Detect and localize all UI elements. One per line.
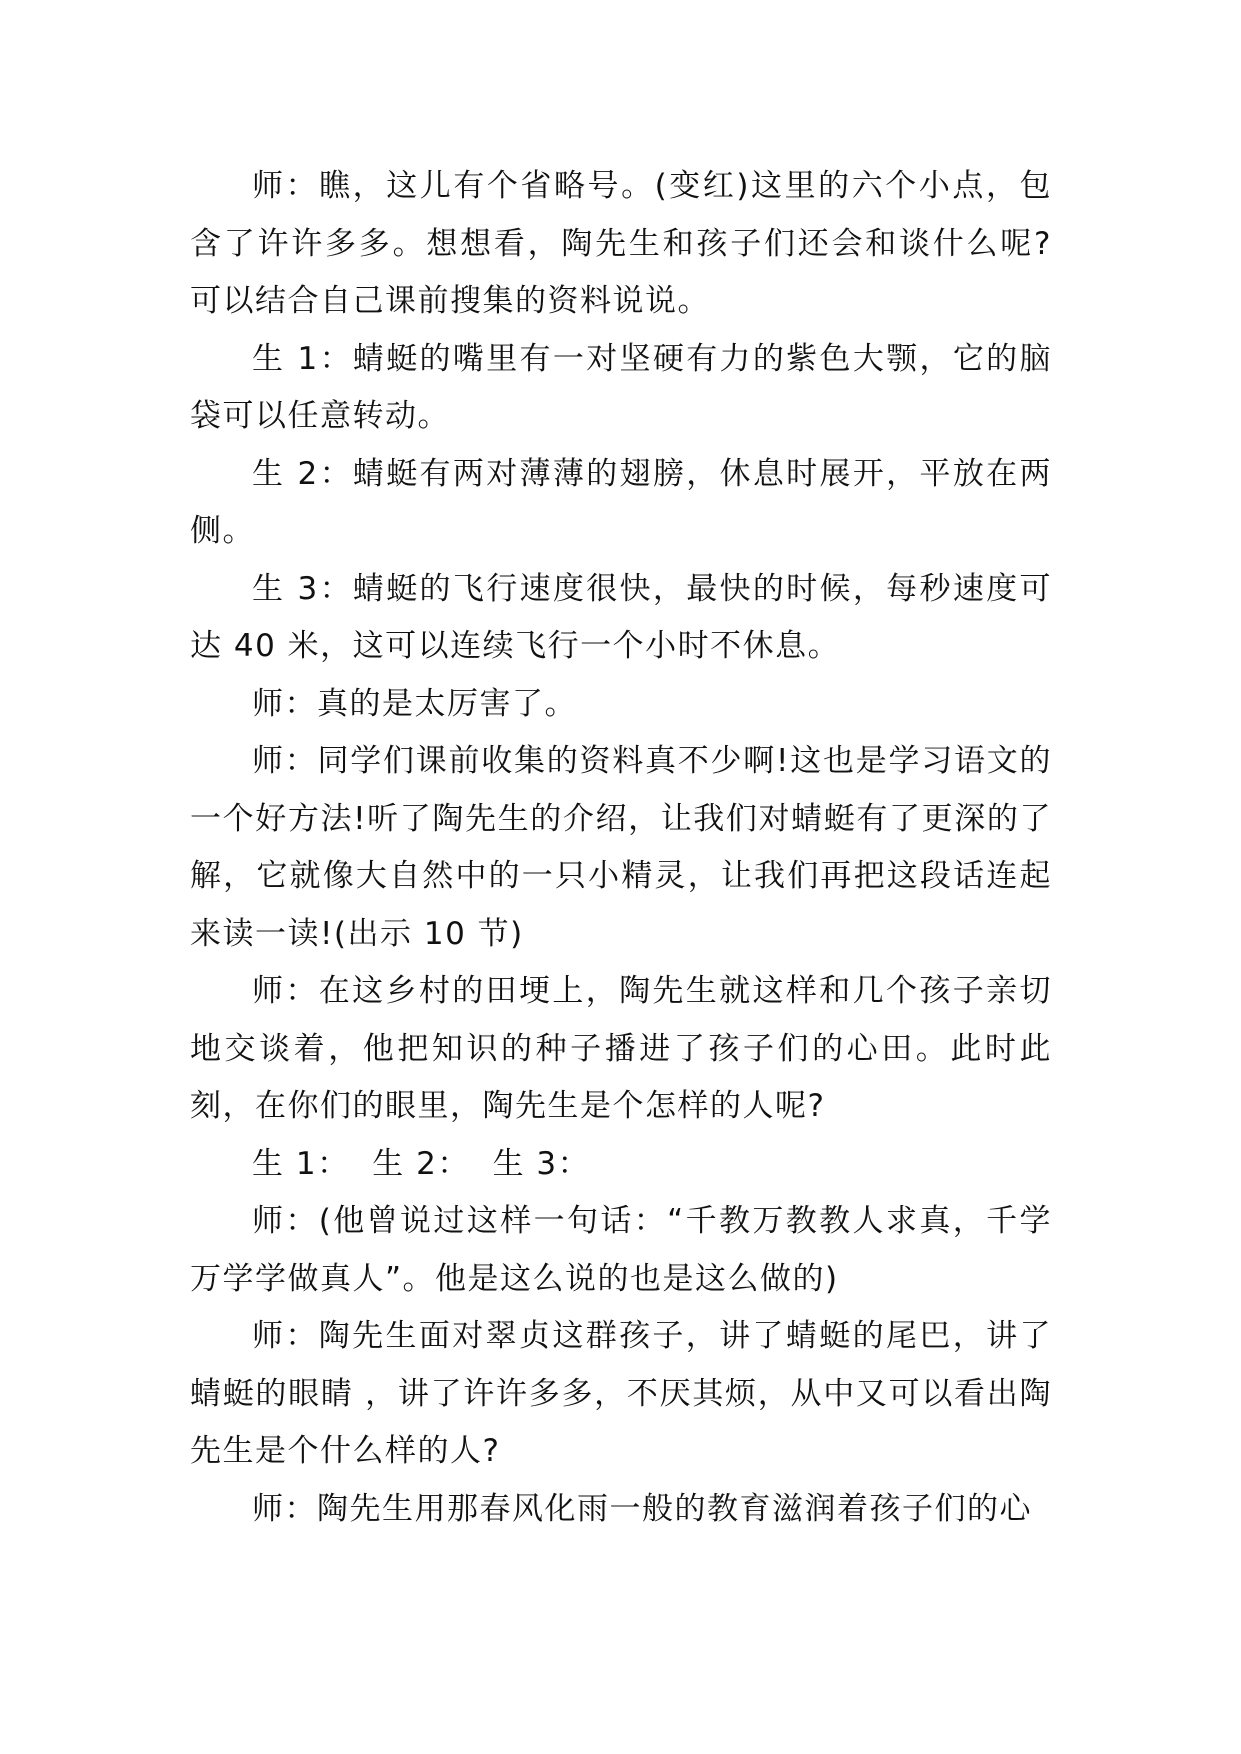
paragraph-teacher-read-together: 师：同学们课前收集的资料真不少啊!这也是学习语文的一个好方法!听了陶先生的介绍，让我们对蜻蜓有了更深的了解，它就像大自然中的一只小精灵，让我们再把这段话连起来读一读!(出示 10 节): [190, 743, 1052, 952]
paragraph-teacher-patience: 师：陶先生面对翠贞这群孩子，讲了蜻蜓的尾巴，讲了蜻蜓的眼睛 ，讲了许许多多，不厌其烦，从中又可以看出陶先生是个什么样的人?: [190, 1318, 1052, 1469]
paragraph-teacher-amazing: 师：真的是太厉害了。: [252, 685, 577, 722]
paragraph-student-2: 生 2：蜻蜓有两对薄薄的翅膀，休息时展开，平放在两侧。: [190, 455, 1052, 549]
paragraph-teacher-quote: 师：(他曾说过这样一句话：“千教万教教人求真，千学万学学做真人”。他是这么说的也是这么做的): [190, 1203, 1052, 1297]
paragraph-student-3: 生 3：蜻蜓的飞行速度很快，最快的时候，每秒速度可达 40 米，这可以连续飞行一个小时不休息。: [190, 570, 1052, 664]
document-body: [190, 158, 1052, 1538]
paragraph-teacher-question: 师：在这乡村的田埂上，陶先生就这样和几个孩子亲切地交谈着，他把知识的种子播进了孩子们的心田。此时此刻，在你们的眼里，陶先生是个怎样的人呢?: [190, 973, 1052, 1124]
paragraph-student-answers: 生 1： 生 2： 生 3：: [252, 1145, 591, 1182]
paragraph-teacher-ellipsis: 师：瞧，这儿有个省略号。(变红)这里的六个小点，包含了许许多多。想想看，陶先生和孩子们还会和谈什么呢?可以结合自己课前搜集的资料说说。: [190, 168, 1052, 319]
paragraph-student-1: 生 1：蜻蜓的嘴里有一对坚硬有力的紫色大颚，它的脑袋可以任意转动。: [190, 340, 1052, 434]
paragraph-teacher-closing: 师：陶先生用那春风化雨一般的教育滋润着孩子们的心: [252, 1490, 1032, 1527]
